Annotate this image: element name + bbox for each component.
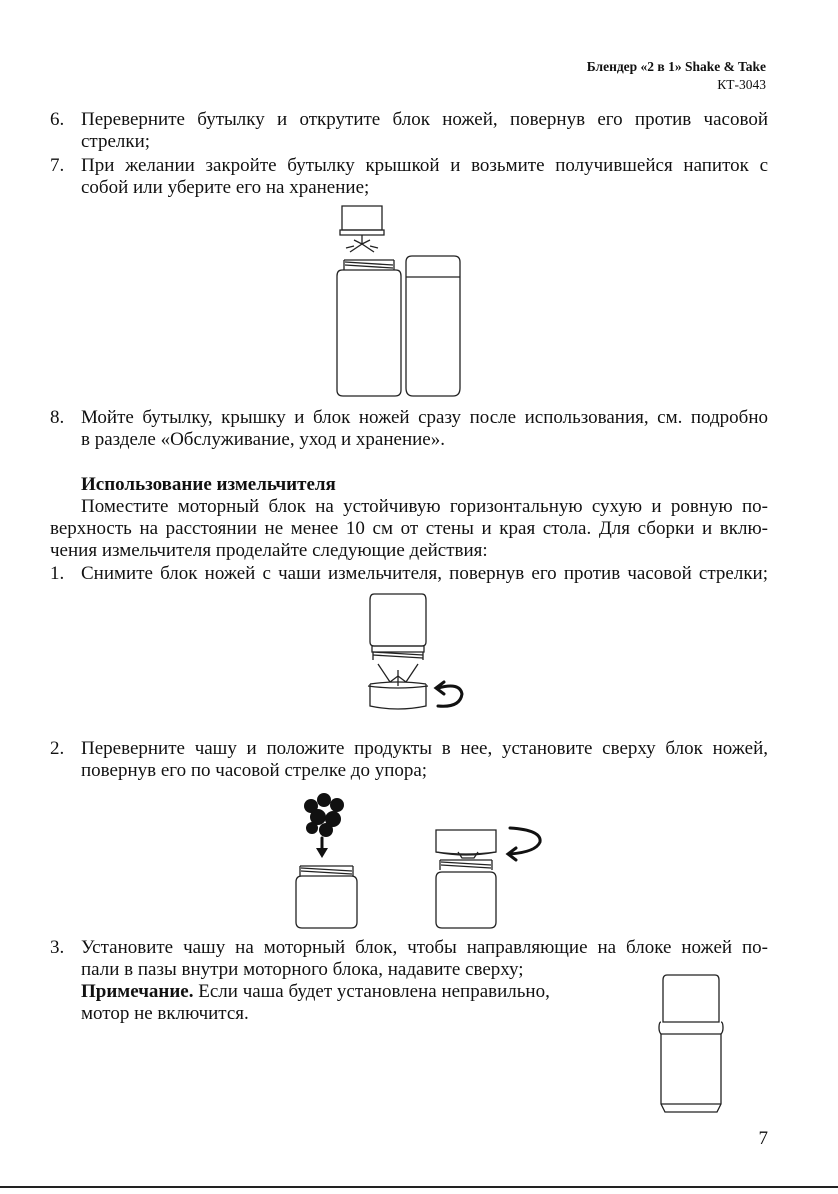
section-heading: Использование измельчителя — [81, 474, 336, 495]
step-text: Установите чашу на моторный блок, чтобы направляющие на блоке ножей по- — [81, 937, 768, 958]
intro-text: чения измельчителя проделайте следующие действия: — [50, 540, 488, 561]
note-text: мотор не включится. — [81, 1003, 249, 1024]
step-text: повернув его по часовой стрелке до упора; — [81, 760, 428, 781]
note-text: Если чаша будет установлена неправильно, — [193, 981, 550, 1002]
step-number: 1. — [50, 563, 65, 584]
step-text: Переверните бутылку и открутите блок ножей, повернув его против часовой — [81, 109, 768, 130]
step-number: 8. — [50, 407, 65, 428]
document-title: Блендер «2 в 1» Shake & Take — [586, 59, 766, 74]
step-number: 6. — [50, 109, 65, 130]
fill-and-assemble-illustration — [290, 790, 550, 930]
note — [81, 981, 550, 1003]
step-text: При желании закройте бутылку крышкой и возьмите получившейся напиток с — [81, 155, 768, 176]
intro-text: верхность на расстоянии не менее 10 см от стены и края стола. Для сборки и вклю- — [50, 518, 768, 539]
model-number: КТ-3043 — [717, 77, 766, 92]
step-number: 7. — [50, 155, 65, 176]
step-number: 2. — [50, 738, 65, 759]
step-text: Снимите блок ножей с чаши измельчителя, повернув его против часовой стрелки; — [81, 563, 768, 584]
intro-text: Поместите моторный блок на устойчивую горизонтальную сухую и ровную по- — [81, 496, 768, 517]
remove-blade-illustration — [360, 590, 470, 720]
bottle-and-lid-illustration — [320, 200, 470, 405]
step-text: Мойте бутылку, крышку и блок ножей сразу после использования, см. подробно — [81, 407, 768, 428]
assembled-blender-illustration — [655, 970, 725, 1120]
step-text: Переверните чашу и положите продукты в нее, установите сверху блок ножей, — [81, 738, 768, 759]
step-text: стрелки; — [81, 131, 151, 152]
page-number: 7 — [758, 1128, 768, 1149]
step-text: пали в пазы внутри моторного блока, надавите сверху; — [81, 959, 524, 980]
note-label: Примечание. — [81, 981, 194, 1002]
step-text: собой или уберите его на хранение; — [81, 177, 370, 198]
bottom-rule — [0, 1186, 838, 1188]
step-text: в разделе «Обслуживание, уход и хранение». — [81, 429, 445, 450]
step-number: 3. — [50, 937, 65, 958]
